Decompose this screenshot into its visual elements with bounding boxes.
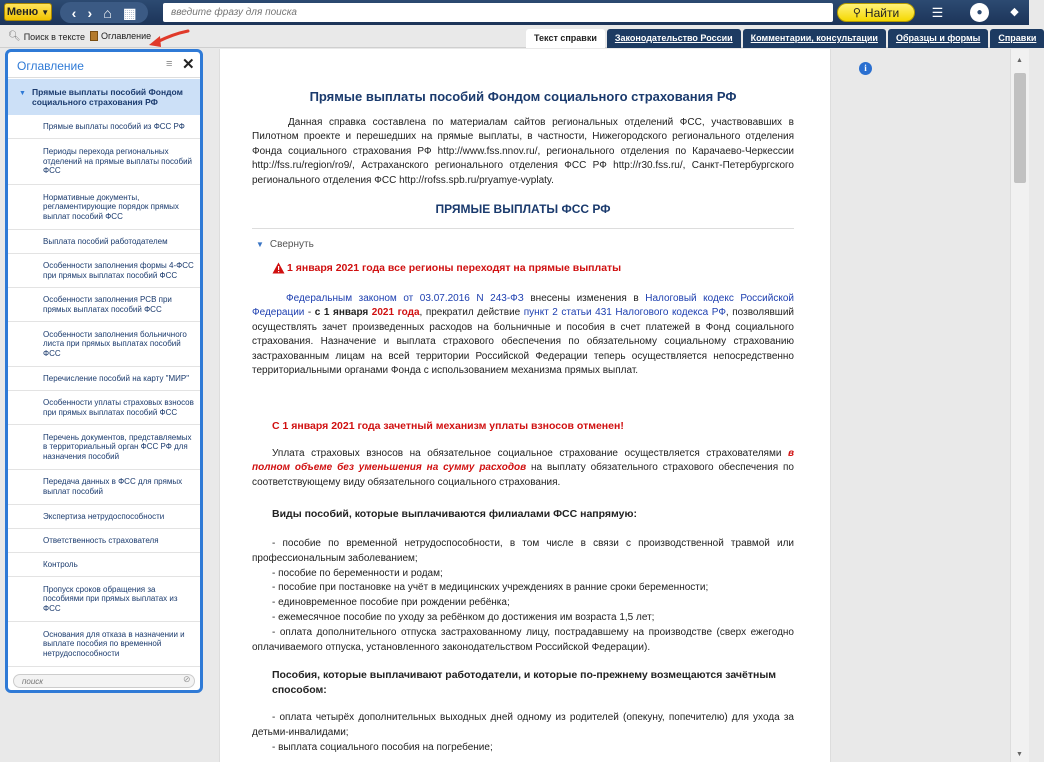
- contents-panel: [5, 49, 203, 693]
- text-span: , позволявший осуществлять зачет произведенных расходов на больничные и пособия в счет платежей в Фонд социального страхования. Назначение и выплата страхового обеспечения по обязательному социальному страхованию застрахованным лицам на всей территории Российской Федерации теперь осуществляется непосредственно территориальными органами Фонда с использованием механизма прямых выплат.: [252, 307, 794, 377]
- fss-benefits-list: [252, 537, 794, 655]
- find-label: Найти: [864, 5, 900, 20]
- collapse-toggle[interactable]: [252, 228, 794, 250]
- list-item: - пособие по временной нетрудоспособности, в том числе в связи с производственной травмой или профессиональным заболеванием;: [252, 538, 794, 564]
- law-link[interactable]: Федеральным законом от 03.07.2016 N 243-ФЗ: [286, 293, 524, 304]
- contributions-paragraph: [252, 447, 794, 490]
- tab-samples[interactable]: Образцы и формы: [888, 29, 988, 48]
- contents-header: [8, 52, 200, 78]
- toc-item[interactable]: Периоды перехода региональных отделений на прямые выплаты пособий ФСС: [8, 139, 200, 185]
- toc-item[interactable]: Нормативные документы, регламентирующие порядок прямых выплат пособий ФСС: [8, 185, 200, 230]
- document-scrollbar[interactable]: [1010, 49, 1029, 762]
- collapse-label: Свернуть: [269, 239, 314, 250]
- warning-icon: [272, 262, 285, 274]
- scrollbar-thumb[interactable]: [1014, 73, 1026, 183]
- caret-down-icon: ▼: [41, 7, 50, 17]
- menu-button[interactable]: [4, 3, 52, 21]
- toc-item[interactable]: Основания для отказа в назначении и выплате пособия по временной нетрудоспособности: [8, 622, 200, 667]
- toc-selected-label: Прямые выплаты пособий Фондом социального страхования РФ: [32, 87, 183, 107]
- text-span: Уплата страховых взносов на обязательное социальное страхование осуществляется страхователями: [272, 448, 788, 459]
- list-item: - оплата дополнительного отпуска застрахованному лицу, пострадавшему на производстве (сверх ежегодно оплачиваемого отпуска, установленного законодательством Российской Федерации).: [252, 626, 794, 653]
- triangle-down-icon: ▼: [256, 240, 264, 249]
- list-item: - единовременное пособие при рождении ребёнка;: [272, 597, 510, 609]
- warning-heading: [272, 262, 621, 274]
- toc-item[interactable]: Ответственность страхователя: [8, 529, 200, 553]
- text-span: , прекратил действие: [419, 307, 524, 319]
- hamburger-icon[interactable]: ☰: [931, 5, 944, 20]
- toc-item[interactable]: Передача данных в ФСС для прямых выплат пособий: [8, 470, 200, 505]
- scroll-up-icon[interactable]: ▲: [1016, 57, 1023, 64]
- toc-selected-item[interactable]: [8, 79, 200, 115]
- magnifier-icon: 🔍︎: [8, 31, 21, 42]
- date-red: 2021 года: [368, 307, 420, 319]
- tab-help-text[interactable]: Текст справки: [526, 29, 605, 48]
- red-heading: С 1 января 2021 года зачетный механизм уплаты взносов отменен!: [272, 420, 624, 432]
- toc-item[interactable]: Контроль: [8, 553, 200, 577]
- annotation-arrow-icon: [145, 28, 190, 50]
- tab-legislation[interactable]: Законодательство России: [607, 29, 741, 48]
- list-item: - выплата социального пособия на погребение;: [272, 741, 493, 753]
- tab-comments[interactable]: Комментарии, консультации: [743, 29, 886, 48]
- scroll-down-icon[interactable]: ▼: [1016, 751, 1023, 758]
- article-link[interactable]: пункт 2 статьи 431 Налогового кодекса РФ: [523, 307, 726, 319]
- employer-benefits-list: [252, 711, 794, 755]
- list-item: - оплата четырёх дополнительных выходных дней одному из родителей (опекуну, попечителю) для ухода за детьми-инвалидами;: [252, 712, 794, 738]
- back-icon[interactable]: ‹: [71, 4, 77, 21]
- toc-item[interactable]: Особенности заполнения формы 4-ФСС при прямых выплатах пособий ФСС: [8, 254, 200, 288]
- fss-benefits-heading: Виды пособий, которые выплачиваются филиалами ФСС напрямую:: [272, 508, 637, 520]
- top-toolbar: [0, 0, 1029, 25]
- employer-benefits-heading: Пособия, которые выплачивают работодатели, и которые по-прежнему возмещаются зачётным способом:: [272, 669, 777, 696]
- user-icon[interactable]: ●: [970, 3, 989, 22]
- toc-list: [8, 115, 200, 667]
- info-icon[interactable]: i: [859, 62, 872, 75]
- contents-link[interactable]: [90, 31, 151, 41]
- intro-paragraph: Данная справка составлена по материалам сайтов региональных отделений ФСС, участвовавших в Пилотном проекте и перешедших на прямые выплаты, в частности, Нижегородского регионального отделения Фонда социального страхования РФ http://www.fss.nnov.ru/, регионального отделения по Карачаево-Черкессии http://fss.ru/region/ro9/, Астраханского регионального отделения ФСС РФ http://r30.fss.ru/, Санкт-Петербургского регионального отделения ФСС http://rofss.spb.ru/pryamye-vyplaty.: [252, 117, 794, 186]
- find-button[interactable]: [837, 3, 915, 22]
- text-span: -: [304, 307, 315, 319]
- toc-item[interactable]: Перечень документов, представляемых в территориальный орган ФСС РФ для назначения пособий: [8, 425, 200, 470]
- tab-references[interactable]: Справки: [990, 29, 1044, 48]
- book-icon: [90, 31, 98, 41]
- tab-bar: [526, 29, 1044, 48]
- toc-item[interactable]: Особенности заполнения РСВ при прямых выплатах пособий ФСС: [8, 288, 200, 322]
- toc-item[interactable]: Выплата пособий работодателем: [8, 230, 200, 254]
- search-input[interactable]: [163, 3, 833, 22]
- toc-item[interactable]: Особенности заполнения больничного листа при прямых выплатах пособий ФСС: [8, 322, 200, 367]
- home-icon[interactable]: ⌂: [103, 4, 112, 21]
- toc-item[interactable]: Прямые выплаты пособий из ФСС РФ: [8, 115, 200, 139]
- date-bold: с 1 января: [314, 307, 369, 319]
- section-heading: ПРЯМЫЕ ВЫПЛАТЫ ФСС РФ: [435, 202, 611, 216]
- tax-code-link[interactable]: Налоговый кодекс Российской Федерации: [252, 293, 794, 319]
- document-title: Прямые выплаты пособий Фондом социального страхования РФ: [309, 89, 737, 104]
- contents-search-input[interactable]: [13, 674, 195, 688]
- document-pane: [219, 49, 831, 762]
- close-icon[interactable]: ✕: [182, 56, 195, 73]
- warning-text: 1 января 2021 года все регионы переходят на прямые выплаты: [287, 262, 622, 274]
- menu-label: Меню: [6, 6, 39, 18]
- list-item: - пособие при постановке на учёт в медицинских учреждениях в ранние сроки беременности;: [272, 582, 709, 594]
- emphasis-text: в полном объеме без уменьшения на сумму расходов: [252, 448, 794, 474]
- list-item: - пособие по беременности и родам;: [272, 567, 443, 579]
- contents-label: Оглавление: [101, 31, 152, 41]
- grid-icon[interactable]: ▦: [123, 4, 137, 21]
- shield-icon[interactable]: ◆: [1010, 6, 1019, 18]
- toc-item[interactable]: Особенности уплаты страховых взносов при прямых выплатах пособий ФСС: [8, 391, 200, 425]
- list-item: - ежемесячное пособие по уходу за ребёнком до достижения им возраста 1,5 лет;: [272, 611, 655, 623]
- list-menu-icon[interactable]: ≡: [166, 58, 173, 70]
- triangle-down-icon: ▼: [19, 90, 26, 97]
- search-in-text-link[interactable]: [8, 31, 85, 42]
- toc-item[interactable]: Пропуск сроков обращения за пособиями при прямых выплатах из ФСС: [8, 577, 200, 622]
- nav-group: [60, 2, 148, 23]
- law-paragraph: [252, 292, 794, 378]
- clear-icon[interactable]: ⊘: [183, 674, 191, 684]
- contents-title: Оглавление: [17, 59, 84, 73]
- search-in-text-label: Поиск в тексте: [23, 31, 86, 42]
- toc-item[interactable]: Перечисление пособий на карту "МИР": [8, 367, 200, 391]
- text-span: внесены изменения в: [523, 293, 646, 304]
- search-icon: ⚲: [852, 7, 861, 19]
- forward-icon[interactable]: ›: [87, 4, 93, 21]
- text-span: на выплату обязательного страхового обеспечения по соответствующему виду обязательного социального страхования.: [252, 462, 794, 488]
- toc-item[interactable]: Экспертиза нетрудоспособности: [8, 505, 200, 529]
